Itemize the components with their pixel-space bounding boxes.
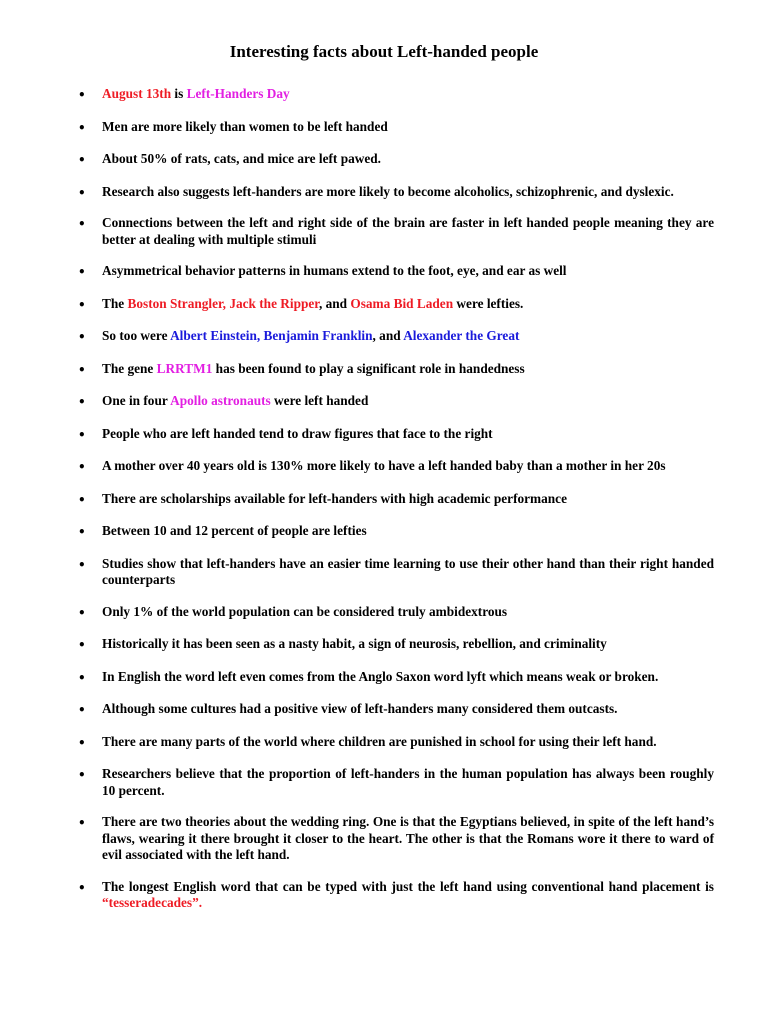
fact-item: [102, 426, 714, 443]
highlighted-text: Left-Handers Day: [186, 86, 290, 101]
fact-item: [102, 151, 714, 168]
fact-text: There are two theories about the wedding ring. One is that the Egyptians believed, in spite of the left hand’s flaws, wearing it there brought it closer to the heart. The other is that the Romans wore it there to ward of evil associated with the left hand.: [102, 814, 714, 862]
fact-text: Historically it has been seen as a nasty habit, a sign of neurosis, rebellion, and criminality: [102, 636, 607, 651]
fact-text: One in four: [102, 393, 171, 408]
fact-item: [102, 393, 714, 410]
fact-text: were lefties.: [453, 295, 524, 311]
fact-item: [102, 636, 714, 653]
fact-text: were left handed: [270, 393, 369, 408]
fact-item: [102, 491, 714, 508]
fact-text: Only 1% of the world population can be considered truly ambidextrous: [102, 603, 508, 619]
fact-text: , and: [372, 328, 404, 343]
fact-item: [102, 328, 714, 345]
fact-item: [102, 361, 714, 378]
fact-text: So too were: [102, 328, 171, 343]
fact-text: The longest English word that can be typed with just the left hand using conventional hand placement is: [102, 878, 714, 894]
fact-item: [102, 86, 714, 103]
fact-text: The: [102, 295, 128, 311]
highlighted-text: Osama Bid Laden: [350, 295, 454, 311]
highlighted-text: August 13th: [102, 86, 172, 101]
fact-text: There are scholarships available for left-handers with high academic performance: [102, 490, 567, 506]
fact-item: [102, 556, 714, 589]
fact-item: [102, 263, 714, 280]
fact-text: Connections between the left and right side of the brain are faster in left handed people meaning they are better at dealing with multiple stimuli: [102, 215, 714, 247]
fact-item: [102, 296, 714, 313]
fact-text: Between 10 and 12 percent of people are lefties: [102, 523, 367, 538]
fact-text: People who are left handed tend to draw figures that face to the right: [102, 425, 493, 441]
fact-text: Men are more likely than women to be left handed: [102, 118, 388, 134]
highlighted-text: Boston Strangler, Jack the Ripper: [127, 295, 319, 311]
fact-text: The gene: [102, 360, 157, 376]
fact-text: There are many parts of the world where children are punished in school for using their left hand.: [102, 733, 657, 749]
fact-item: [102, 523, 714, 540]
fact-item: [102, 734, 714, 751]
page-title: Interesting facts about Left-handed people: [229, 42, 539, 61]
fact-item: [102, 766, 714, 799]
fact-text: , and: [318, 295, 351, 311]
highlighted-text: Albert Einstein, Benjamin Franklin: [170, 328, 373, 343]
facts-list: [102, 86, 714, 928]
highlighted-text: LRRTM1: [156, 360, 213, 376]
fact-text: is: [171, 86, 187, 101]
fact-text: Researchers believe that the proportion of left-handers in the human population has always been roughly 10 percent.: [102, 766, 714, 798]
fact-text: Although some cultures had a positive view of left-handers many considered them outcasts.: [102, 701, 618, 716]
fact-item: [102, 458, 714, 475]
fact-text: In English the word left even comes from the Anglo Saxon word lyft which means weak or broken.: [102, 668, 659, 684]
fact-text: Studies show that left-handers have an easier time learning to use their other hand than their right handed counterparts: [102, 555, 714, 587]
highlighted-text: “tesseradecades”.: [102, 895, 203, 910]
fact-text: Research also suggests left-handers are more likely to become alcoholics, schizophrenic, and dyslexic.: [102, 183, 674, 199]
fact-text: A mother over 40 years old is 130% more likely to have a left handed baby than a mother in her 20s: [102, 458, 666, 473]
fact-text: Asymmetrical behavior patterns in humans extend to the foot, eye, and ear as well: [102, 263, 567, 278]
fact-item: [102, 669, 714, 686]
highlighted-text: Alexander the Great: [403, 328, 520, 343]
fact-item: [102, 215, 714, 248]
highlighted-text: Apollo astronauts: [170, 393, 271, 408]
fact-item: [102, 184, 714, 201]
fact-item: [102, 119, 714, 136]
fact-item: [102, 604, 714, 621]
fact-item: [102, 879, 714, 912]
fact-text: About 50% of rats, cats, and mice are left pawed.: [102, 151, 381, 166]
fact-item: [102, 814, 714, 864]
fact-item: [102, 701, 714, 718]
fact-text: has been found to play a significant role in handedness: [212, 360, 525, 376]
